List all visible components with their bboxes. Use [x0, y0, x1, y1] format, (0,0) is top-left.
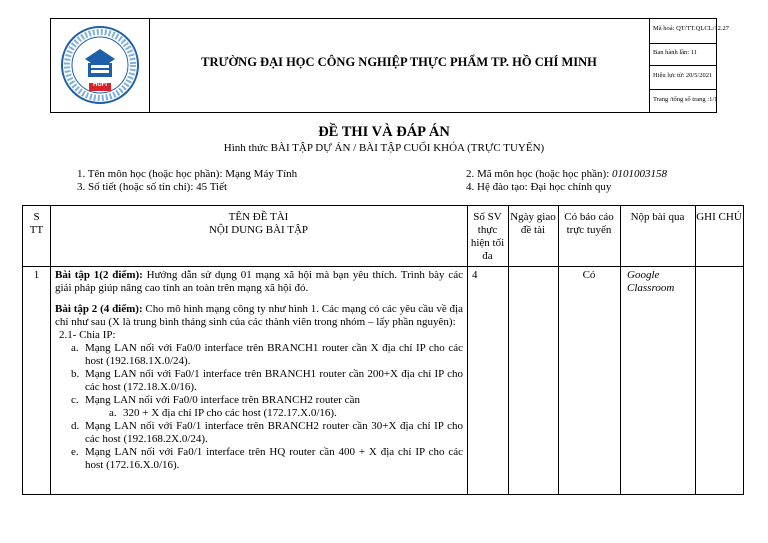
page-info: Trang /tổng số trang :1/1 [653, 96, 718, 103]
course-code-value: 0101003158 [612, 168, 668, 180]
page-title: ĐỀ THI VÀ ĐÁP ÁN [318, 124, 450, 140]
row-number: 1 [33, 269, 40, 281]
exercise-1-text: Hướng dẫn sử dụng 01 mạng xã hội mà bạn yêu thích. Trình bày các giải pháp giúp nâng cao tính an toàn trên mạng xã hội đó. [55, 269, 463, 294]
ip-requirement-list [55, 342, 463, 472]
course-credits: 3. Số tiết (hoặc số tín chỉ): 45 Tiết [77, 181, 228, 193]
exercise-1 [55, 269, 463, 295]
list-item-text: 320 + X địa chỉ IP cho các host (172.17.X.0/16). [123, 407, 337, 419]
list-item-marker: d. [71, 420, 80, 432]
list-item-text: Mạng LAN nối với Fa0/1 interface trên BRANCH1 router cần 200+X địa chỉ IP cho các host (172.18.X.0/16). [85, 368, 463, 393]
training-type: 4. Hệ đào tạo: Đại học chính quy [466, 181, 612, 193]
page-subtitle: Hình thức BÀI TẬP DỰ ÁN / BÀI TẬP CUỐI KHÓA (TRỰC TUYẾN) [223, 142, 545, 154]
list-item-text: Mạng LAN nối với Fa0/1 interface trên HQ router cần 400 + X địa chỉ IP cho các host (172.16.X.0/16). [85, 446, 463, 471]
course-name: 1. Tên môn học (hoặc học phần): Mạng Máy Tính [77, 168, 298, 180]
course-code-label: 2. Mã môn học (hoặc học phần): [466, 168, 613, 180]
assignment-table [22, 205, 744, 495]
issue-number: Ban hành lần: 11 [653, 49, 697, 56]
list-item-marker: c. [71, 394, 79, 406]
section-heading: 2.1- Chia IP: [59, 329, 116, 341]
university-logo [51, 19, 149, 112]
effective-date: Hiệu lực từ: 20/5/2021 [653, 72, 713, 79]
course-code [466, 168, 667, 180]
list-item [55, 368, 463, 394]
header-topic [50, 211, 467, 237]
header-stt-line2: TT [29, 224, 44, 236]
header-note: GHI CHÚ [696, 211, 742, 223]
list-item-marker: b. [71, 368, 80, 380]
list-item-text: Mạng LAN nối với Fa0/0 interface trên BRANCH2 router cần [85, 394, 360, 406]
exercise-2 [55, 303, 463, 329]
doc-code: Mã hoá: QT/TT.QLCL/12.27 [653, 25, 730, 32]
list-item-marker: a. [109, 407, 117, 419]
header-students: Số SV thực hiện tối đa [470, 211, 505, 262]
exercise-content [55, 269, 463, 472]
doc-meta-cell [649, 19, 730, 112]
exercise-1-title: Bài tập 1(2 điểm): [55, 269, 143, 281]
exercise-2-text: Cho mô hình mạng công ty như hình 1. Các mạng có các yêu cầu về địa chỉ như sau (X là trung bình tháng sinh của các thành viên trong nhóm – lấy phần nguyên): [55, 303, 463, 328]
list-item [55, 394, 463, 407]
exercise-2-title: Bài tập 2 (4 điểm): [55, 303, 143, 315]
list-item [55, 407, 463, 420]
list-item-text: Mạng LAN nối với Fa0/1 interface trên BRANCH2 router cần 30+X địa chỉ IP cho các host (192.168.2X.0/24). [85, 420, 463, 445]
row-submit-via: Google Classroom [627, 269, 675, 294]
list-item-text: Mạng LAN nối với Fa0/0 interface trên BRANCH1 router cần X địa chỉ IP cho các host (192.168.1X.0/24). [85, 342, 463, 367]
header-online-report: Có báo cáo trực tuyến [564, 211, 614, 236]
row-students: 4 [472, 269, 478, 281]
header-submit-via: Nộp bài qua [630, 211, 685, 223]
school-name: TRƯỜNG ĐẠI HỌC CÔNG NGHIỆP THỰC PHẨM TP. HỒ CHÍ MINH [201, 55, 597, 69]
header-topic-line1: TÊN ĐỀ TÀI [228, 211, 289, 223]
row-online-report: Có [582, 269, 596, 281]
logo-cell [51, 19, 150, 112]
list-item-marker: a. [71, 342, 79, 354]
header-topic-line2: NỘI DUNG BÀI TẬP [208, 224, 309, 236]
list-item [55, 446, 463, 472]
header-stt-line1: S [33, 211, 40, 223]
list-item-marker: e. [71, 446, 79, 458]
document-header [50, 18, 730, 113]
list-item [55, 342, 463, 368]
header-stt [23, 211, 50, 237]
header-handout-date: Ngày giao đề tài [510, 211, 556, 236]
logo-text: HUFI [93, 82, 107, 88]
school-name-cell [149, 19, 650, 112]
list-item [55, 420, 463, 446]
